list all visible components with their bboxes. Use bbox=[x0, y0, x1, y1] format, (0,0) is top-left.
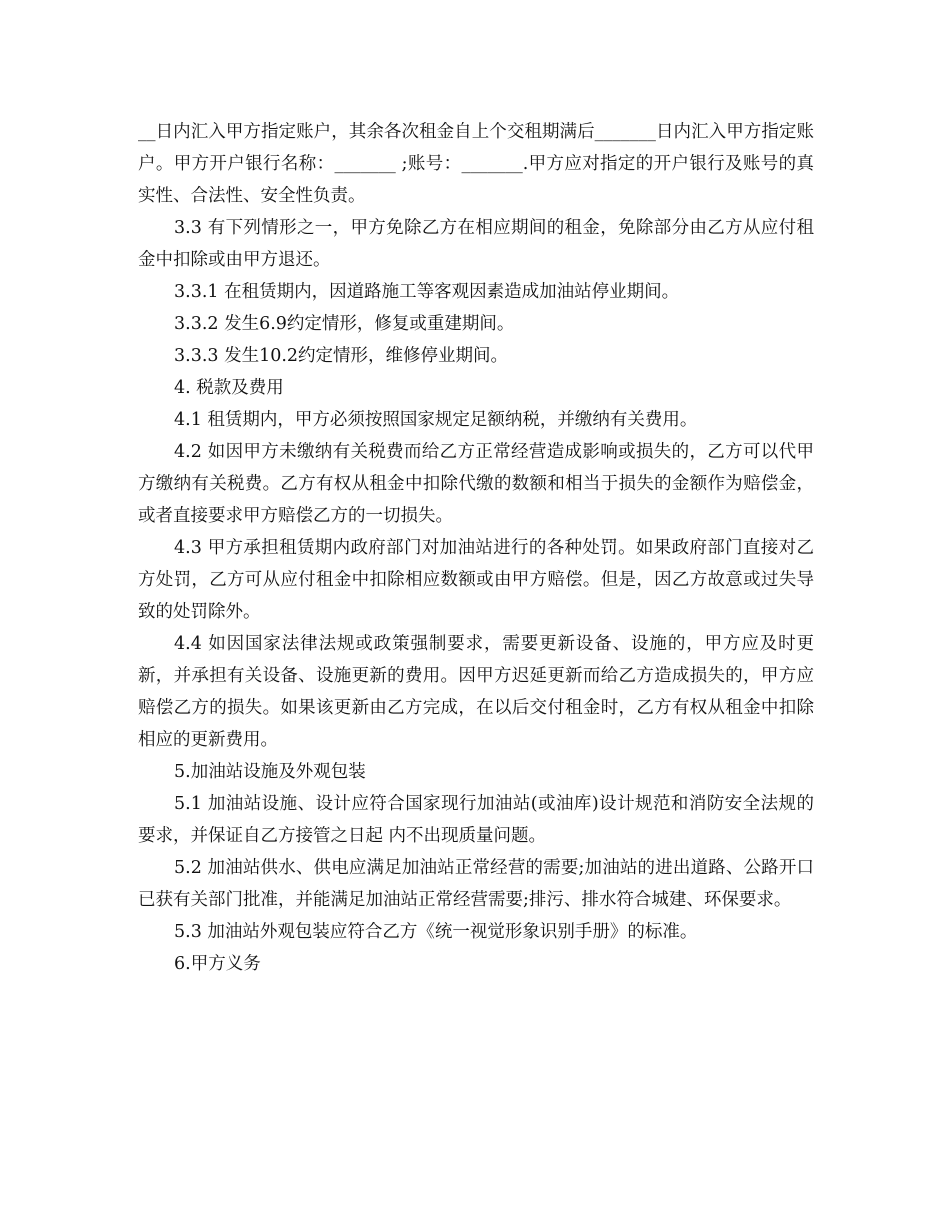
paragraph: 5.3 加油站外观包装应符合乙方《统一视觉形象识别手册》的标准。 bbox=[174, 922, 698, 942]
paragraph: 3.3 有下列情形之一，甲方免除乙方在相应期间的租金，免除部分由乙方从应付租金中扣除或由甲方退还。 bbox=[138, 218, 814, 270]
section-heading: 5.加油站设施及外观包装 bbox=[174, 762, 366, 782]
paragraph: 5.2 加油站供水、供电应满足加油站正常经营的需要;加油站的进出道路、公路开口已获有关部门批准，并能满足加油站正常经营需要;排污、排水符合城建、环保要求。 bbox=[138, 858, 814, 910]
section-heading: 6.甲方义务 bbox=[174, 954, 261, 974]
paragraph: 3.3.1 在租赁期内，因道路施工等客观因素造成加油站停业期间。 bbox=[174, 282, 680, 302]
paragraph: 3.3.2 发生6.9约定情形，修复或重建期间。 bbox=[174, 314, 515, 334]
section-heading: 4. 税款及费用 bbox=[174, 378, 284, 398]
document-body bbox=[138, 116, 814, 980]
paragraph: 3.3.3 发生10.2约定情形，维修停业期间。 bbox=[174, 346, 509, 366]
paragraph: __日内汇入甲方指定账户，其余各次租金自上个交租期满后_______日内汇入甲方指定账户。甲方开户银行名称：_______ ;账号：_______.甲方应对指定的开户银行及账号的真实性、合法性、安全性负责。 bbox=[138, 122, 814, 206]
paragraph: 4.4 如因国家法律法规或政策强制要求，需要更新设备、设施的，甲方应及时更新，并承担有关设备、设施更新的费用。因甲方迟延更新而给乙方造成损失的，甲方应赔偿乙方的损失。如果该更新由乙方完成，在以后交付租金时，乙方有权从租金中扣除相应的更新费用。 bbox=[138, 634, 814, 750]
paragraph: 4.1 租赁期内，甲方必须按照国家规定足额纳税，并缴纳有关费用。 bbox=[174, 410, 698, 430]
paragraph: 4.3 甲方承担租赁期内政府部门对加油站进行的各种处罚。如果政府部门直接对乙方处罚，乙方可从应付租金中扣除相应数额或由甲方赔偿。但是，因乙方故意或过失导致的处罚除外。 bbox=[138, 538, 814, 622]
paragraph: 4.2 如因甲方未缴纳有关税费而给乙方正常经营造成影响或损失的，乙方可以代甲方缴纳有关税费。乙方有权从租金中扣除代缴的数额和相当于损失的金额作为赔偿金，或者直接要求甲方赔偿乙方的一切损失。 bbox=[138, 442, 814, 526]
paragraph: 5.1 加油站设施、设计应符合国家现行加油站(或油库)设计规范和消防安全法规的要求，并保证自乙方接管之日起 内不出现质量问题。 bbox=[138, 794, 814, 846]
